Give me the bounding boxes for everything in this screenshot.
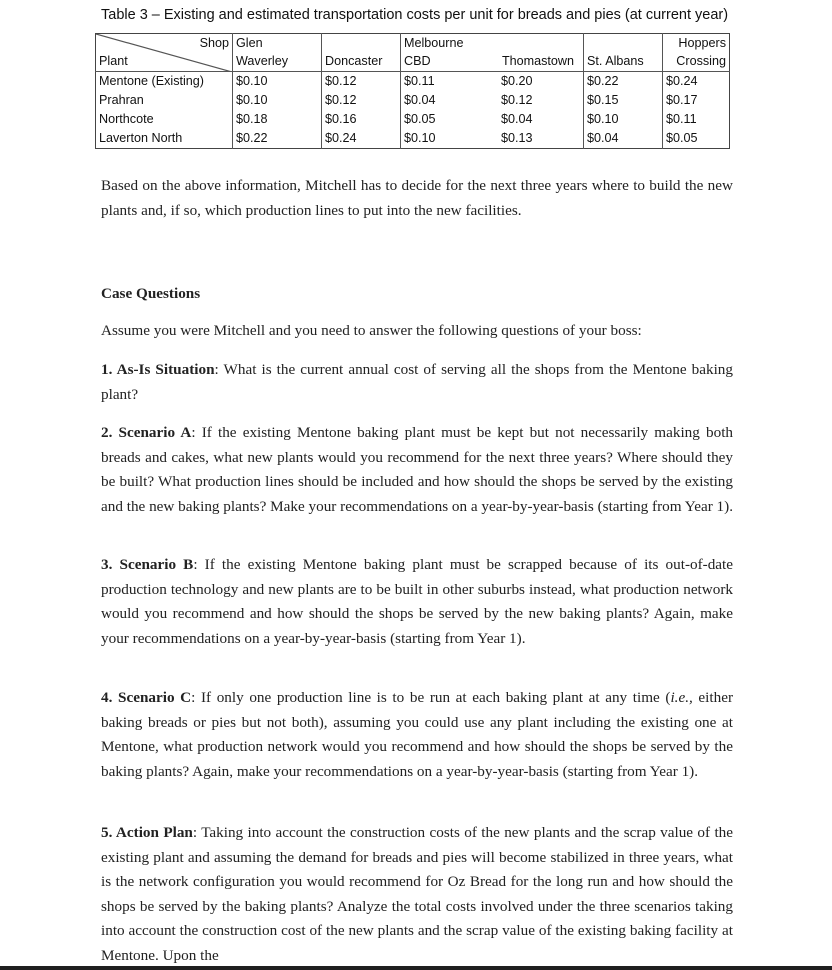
cost-cell: $0.10 [401,129,494,149]
cost-cell: $0.10 [584,110,663,129]
section-heading [101,282,733,307]
corner-shop-label: Shop [199,36,229,50]
corner-plant-label: Plant [96,52,233,72]
cost-cell: $0.18 [233,110,322,129]
col-header-line1: Glen [233,34,322,53]
question-text: either baking breads or pies but not both), assuming you could use any plant including the existing one at Mentone, what production network would you recommend and how should the shops be served by the baking plants? Again, make your recommendations on a year-by-year-basis (starting from Year 1). [101,689,734,780]
question-text: : If only one production line is to be run at each baking plant at any time ( [191,689,671,706]
lead-in-paragraph: Assume you were Mitchell and you need to answer the following questions of your boss: [101,322,642,339]
table-row [96,129,730,149]
table-row [96,72,730,92]
question-5 [101,821,733,968]
col-header-line2: Crossing [663,52,730,72]
cost-cell: $0.22 [584,72,663,92]
cost-cell: $0.20 [501,74,533,88]
col-header-line1: Hoppers [663,34,730,53]
col-header-line2: Waverley [233,52,322,72]
table-header-row-1 [96,34,730,53]
cost-cell: $0.24 [663,72,730,92]
cost-cell: $0.04 [501,112,533,126]
question-text: : If the existing Mentone baking plant must be kept but not necessarily making both breads and cakes, what new plants would you recommend for the next three years? Where should they be built? What production lines should be included and how should the shops be served by the existing and the new baking plants? Make your recommendations on a year-by-year-basis (starting from Year 1). [101,424,734,515]
col-header-line1 [584,34,663,53]
col-header-line2: CBD [401,52,494,72]
question-4 [101,686,733,784]
question-label: 5. Action Plan [101,824,193,841]
page-bottom-edge [0,966,832,970]
cost-cell: $0.05 [663,129,730,149]
question-3 [101,553,733,651]
plant-name: Prahran [99,93,144,107]
question-label: 1. As-Is Situation [101,361,215,378]
col-header-line2: Thomastown [493,52,584,72]
plant-name: Northcote [99,112,154,126]
question-text: : What is the current annual cost of serving all the shops from the Mentone baking plant? [101,361,733,403]
cost-cell: $0.16 [322,110,401,129]
question-label: 2. Scenario A [101,424,192,441]
cost-cell: $0.12 [501,93,533,107]
cost-cell: $0.04 [401,91,494,110]
cost-cell: $0.05 [401,110,494,129]
cost-cell: $0.11 [401,72,494,92]
question-italic-text: i.e., [670,689,693,706]
cost-cell: $0.15 [584,91,663,110]
cost-cell: $0.17 [663,91,730,110]
question-label: 4. Scenario C [101,689,192,706]
question-text: : Taking into account the construction costs of the new plants and the scrap value of the existing plant and assuming the demand for breads and pies will become stabilized in three years, what is the network configuration you would recommend for Oz Bread for the long run and how should the shops be served by the baking plants? Analyze the total costs involved under the three scenarios taking into account the construction cost of the new plants and the scrap value of the existing baking facility at Mentone. Upon the [101,824,733,964]
col-header-line1: Melbourne [401,34,494,53]
col-header-line2: Doncaster [322,52,401,72]
col-header-line2: St. Albans [584,52,663,72]
section-heading-text: Case Questions [101,285,201,302]
question-label: 3. Scenario B [101,556,194,573]
cost-cell: $0.22 [233,129,322,149]
table-row [96,110,730,129]
cost-cell: $0.12 [322,72,401,92]
table-row [96,91,730,110]
cost-cell: $0.11 [663,110,730,129]
plant-name: Mentone (Existing) [99,74,204,88]
cost-cell: $0.13 [501,131,533,145]
corner-cell-shop [96,34,233,53]
transport-cost-table [95,33,730,149]
cost-cell: $0.12 [322,91,401,110]
question-1 [101,358,733,407]
col-header-line1 [493,34,584,53]
table-caption: Table 3 – Existing and estimated transportation costs per unit for breads and pies (at current year) [101,7,729,23]
cost-cell: $0.10 [233,72,322,92]
col-header-line1 [322,34,401,53]
intro-paragraph: Based on the above information, Mitchell has to decide for the next three years where to build the new plants and, if so, which production lines to put into the new facilities. [101,177,733,219]
question-2 [101,421,733,519]
question-text: : If the existing Mentone baking plant must be scrapped because of its out-of-date production technology and new plants are to be built in other suburbs instead, what production network would you recommend and how should the shops be served by the new baking plants? Again, make your recommendations on a year-by-year-basis (starting from Year 1). [101,556,734,647]
cost-cell: $0.24 [322,129,401,149]
plant-name: Laverton North [99,131,183,145]
cost-cell: $0.04 [584,129,663,149]
cost-cell: $0.10 [233,91,322,110]
